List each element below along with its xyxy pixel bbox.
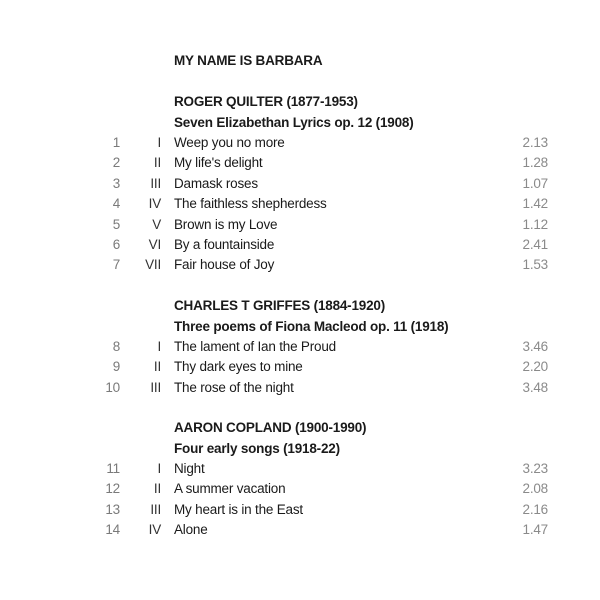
track-number: 12	[105, 481, 120, 497]
track-row	[0, 522, 600, 542]
movement-numeral: II	[153, 481, 161, 497]
track-duration: 2.13	[522, 135, 548, 150]
album-title: MY NAME IS BARBARA	[174, 53, 323, 68]
track-title: Brown is my Love	[174, 216, 278, 232]
track-duration: 2.41	[522, 236, 548, 252]
track-duration: 1.47	[522, 522, 548, 538]
track-duration: 1.42	[522, 196, 548, 212]
track-row	[0, 359, 600, 379]
movement-numeral: II	[153, 359, 161, 375]
movement-numeral: III	[150, 379, 161, 395]
track-title: Weep you no more	[174, 135, 285, 150]
movement-numeral: V	[152, 216, 161, 232]
track-row	[0, 257, 600, 277]
track-title: Damask roses	[174, 175, 258, 191]
movement-numeral: I	[157, 461, 161, 476]
track-duration: 3.23	[522, 461, 548, 476]
track-number: 7	[112, 257, 120, 273]
track-duration: 2.16	[522, 501, 548, 517]
track-row	[0, 502, 600, 522]
track-duration: 1.07	[522, 175, 548, 191]
composer-heading: AARON COPLAND (1900-1990)	[174, 420, 367, 435]
movement-numeral: II	[153, 155, 161, 171]
movement-numeral: IV	[148, 522, 161, 538]
track-number: 13	[105, 501, 120, 517]
track-duration: 3.48	[522, 379, 548, 395]
track-duration: 2.08	[522, 481, 548, 497]
movement-numeral: IV	[148, 196, 161, 212]
track-duration: 3.46	[522, 339, 548, 354]
track-row	[0, 176, 600, 196]
work-heading: Seven Elizabethan Lyrics op. 12 (1908)	[174, 115, 414, 130]
movement-numeral: I	[157, 135, 161, 150]
track-number: 6	[112, 236, 120, 252]
track-title: Alone	[174, 522, 208, 538]
track-title: Fair house of Joy	[174, 257, 275, 273]
track-number: 8	[112, 339, 120, 354]
track-row	[0, 155, 600, 175]
track-duration: 2.20	[522, 359, 548, 375]
composer-heading: CHARLES T GRIFFES (1884-1920)	[174, 298, 386, 313]
track-row	[0, 461, 600, 481]
movement-numeral: III	[150, 501, 161, 517]
track-number: 2	[112, 155, 120, 171]
track-row	[0, 196, 600, 216]
track-number: 10	[105, 379, 120, 395]
track-title: By a fountainside	[174, 236, 275, 252]
track-title: My life's delight	[174, 155, 263, 171]
track-duration: 1.53	[522, 257, 548, 273]
track-duration: 1.12	[522, 216, 548, 232]
track-duration: 1.28	[522, 155, 548, 171]
track-row	[0, 339, 600, 359]
track-title: The rose of the night	[174, 379, 294, 395]
track-row	[0, 135, 600, 155]
movement-numeral: VI	[148, 236, 161, 252]
track-title: The lament of Ian the Proud	[174, 339, 336, 354]
track-row	[0, 380, 600, 400]
track-list	[0, 461, 600, 543]
work-heading: Four early songs (1918-22)	[174, 441, 340, 456]
track-row	[0, 481, 600, 501]
track-title: The faithless shepherdess	[174, 196, 327, 212]
track-title: A summer vacation	[174, 481, 286, 497]
track-number: 9	[112, 359, 120, 375]
work-heading: Three poems of Fiona Macleod op. 11 (1918)	[174, 319, 449, 334]
movement-numeral: I	[157, 339, 161, 354]
track-row	[0, 217, 600, 237]
track-number: 3	[112, 175, 120, 191]
track-number: 4	[112, 196, 120, 212]
track-list	[0, 135, 600, 278]
composer-heading: ROGER QUILTER (1877-1953)	[174, 94, 358, 109]
track-list	[0, 339, 600, 400]
track-number: 1	[112, 135, 120, 150]
movement-numeral: III	[150, 175, 161, 191]
track-row	[0, 237, 600, 257]
track-number: 11	[106, 461, 120, 476]
movement-numeral: VII	[145, 257, 161, 273]
track-number: 14	[105, 522, 120, 538]
track-number: 5	[112, 216, 120, 232]
track-title: My heart is in the East	[174, 501, 303, 517]
track-title: Night	[174, 461, 205, 476]
track-title: Thy dark eyes to mine	[174, 359, 303, 375]
